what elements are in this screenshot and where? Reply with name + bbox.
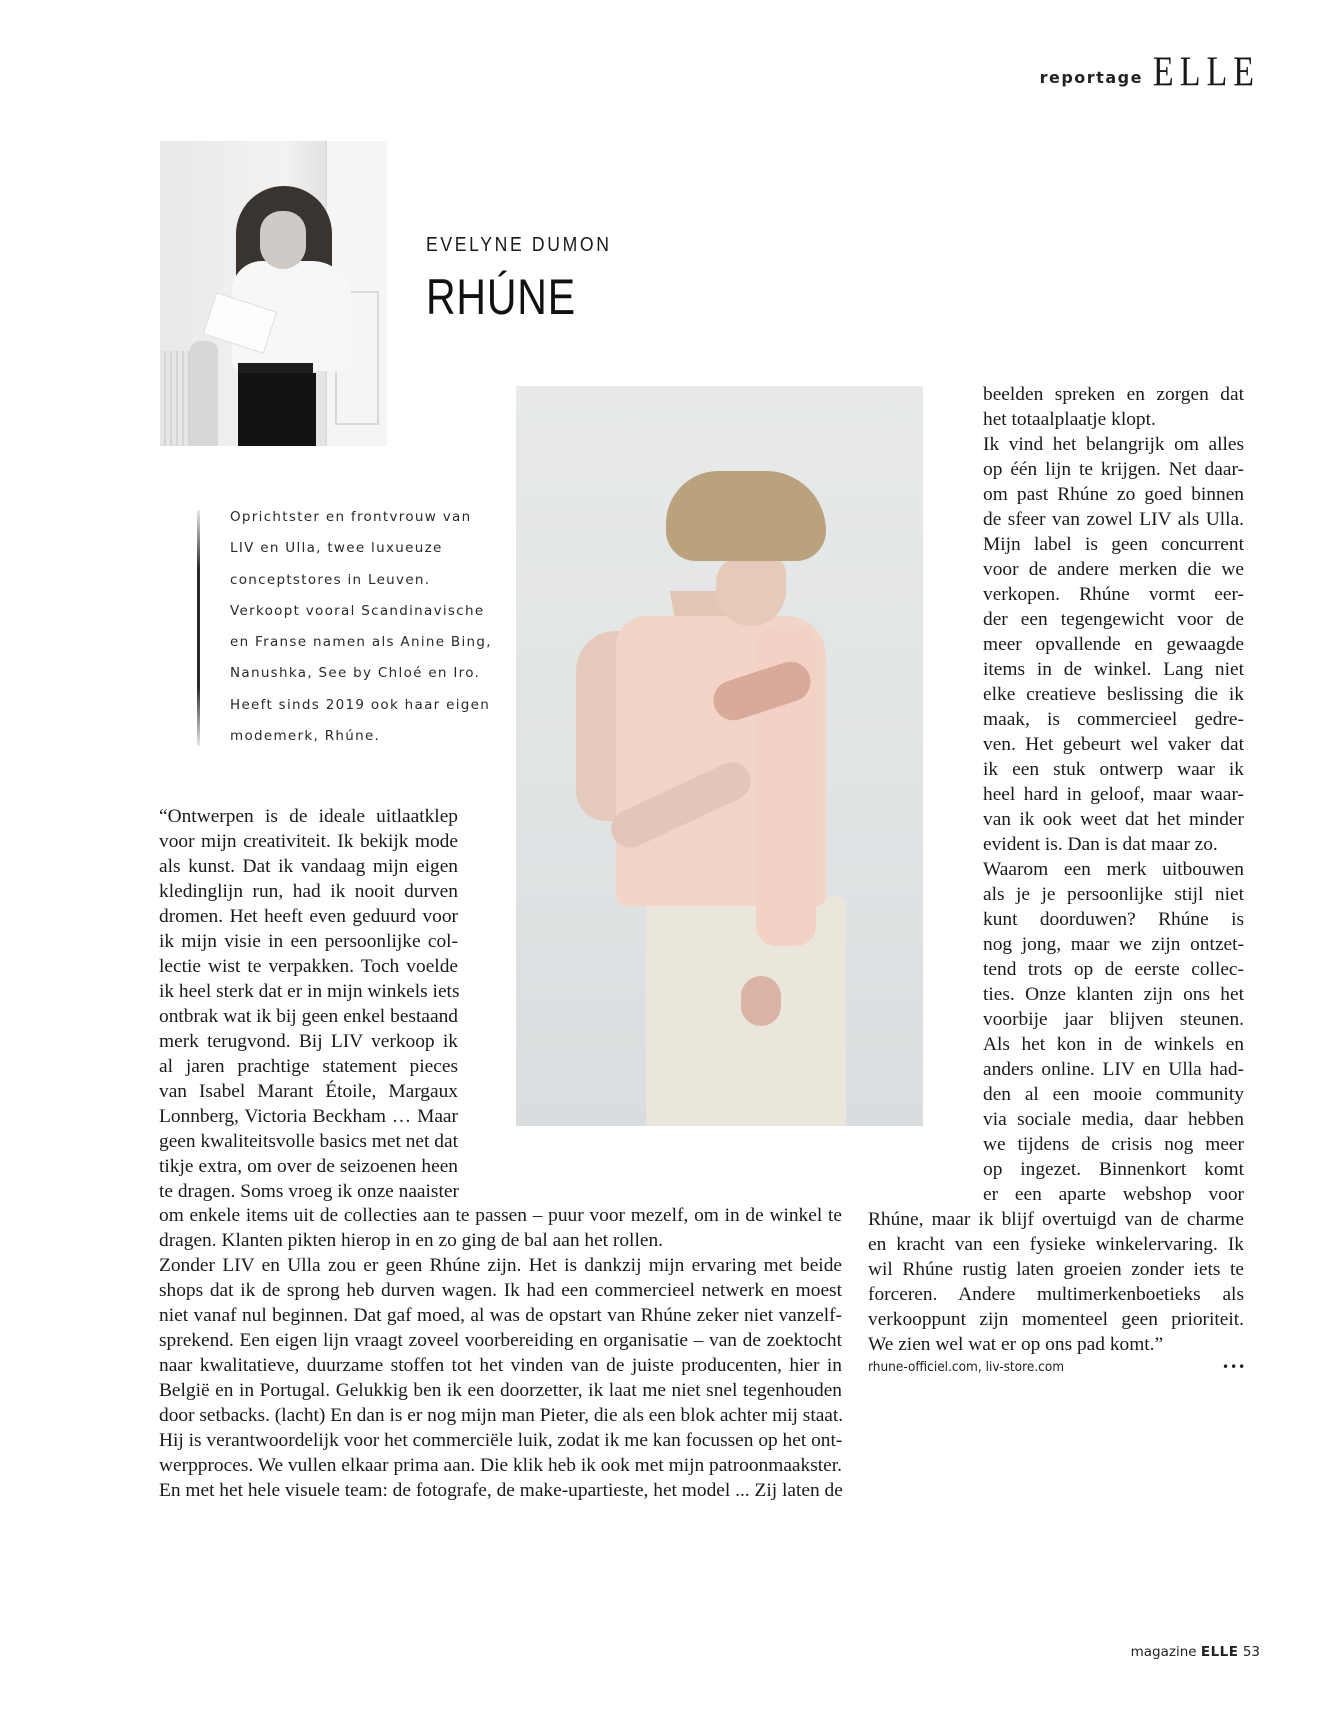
fashion-photo <box>516 386 923 1126</box>
body-line: ik mijn visie in een persoonlijke col- <box>159 931 458 952</box>
page-footer <box>1131 1644 1260 1660</box>
intro-line: modemerk, Rhúne. <box>230 728 381 745</box>
body-line: beelden spreken en zorgen dat <box>983 384 1244 405</box>
article-byline: EVELYNE DUMON <box>426 234 612 256</box>
body-line: ven. Het gebeurt wel vaker dat <box>983 734 1244 755</box>
body-line: lectie wist te verpakken. Toch voelde <box>159 956 458 977</box>
body-column-right <box>983 382 1244 1207</box>
intro-line: Heeft sinds 2019 ook haar eigen <box>230 696 491 713</box>
body-line: Hij is verantwoordelijk voor het commerciële luik, zodat ik me kan focussen op het ont- <box>159 1430 843 1451</box>
body-line: En met het hele visuele team: de fotografe, de make-upartieste, het model ... Zij laten de <box>159 1480 843 1501</box>
photo-hair-shape <box>666 471 826 561</box>
body-line: en kracht van een fysieke winkelervaring. Ik <box>868 1234 1244 1255</box>
intro-line: Nanushka, See by Chloé en Iro. <box>230 665 481 682</box>
photo-radiator-shape <box>160 351 192 446</box>
body-line: de sfeer van zowel LIV als Ulla. <box>983 509 1244 530</box>
body-line: op ingezet. Binnenkort komt <box>983 1159 1244 1180</box>
body-line: ontbrak wat ik bij geen enkel bestaand <box>159 1006 458 1027</box>
body-line: ties. Onze klanten zijn ons het <box>983 984 1244 1005</box>
end-of-article-dots-icon: ••• <box>1222 1360 1247 1374</box>
elle-logo: ELLE <box>1152 49 1260 96</box>
body-line: om past Rhúne zo goed binnen <box>983 484 1244 505</box>
photo-chair-shape <box>190 341 218 446</box>
body-line: van Isabel Marant Étoile, Margaux <box>159 1081 458 1102</box>
body-line: heel hard in geloof, maar waar- <box>983 784 1244 805</box>
body-line: kledinglijn run, had ik nooit durven <box>159 881 458 902</box>
intro-text <box>230 502 490 752</box>
body-line: shops dat ik de sprong heb durven wagen. Ik had een commercieel netwerk en moest <box>159 1280 842 1301</box>
body-line: Ik vind het belangrijk om alles <box>983 434 1244 455</box>
article-title: RHÚNE <box>426 269 576 325</box>
body-line: dragen. Klanten pikten hierop in en zo ging de bal aan het rollen. <box>159 1230 663 1251</box>
body-line: verkopen. Rhúne vormt eer- <box>983 584 1244 605</box>
body-line: Rhúne, maar ik blijf overtuigd van de charme <box>868 1209 1244 1230</box>
body-column-left <box>159 804 458 1204</box>
intro-line: LIV en Ulla, twee luxueuze <box>230 540 443 557</box>
page-header <box>1039 49 1260 96</box>
body-line: wil Rhúne rustig laten groeien zonder iets te <box>868 1259 1244 1280</box>
intro-divider <box>197 510 200 746</box>
body-line: als kunst. Dat ik vandaag mijn eigen <box>159 856 458 877</box>
body-line: der een tegengewicht voor de <box>983 609 1244 630</box>
body-line: voor mijn creativiteit. Ik bekijk mode <box>159 831 458 852</box>
body-line: Als het kon in de winkels en <box>983 1034 1244 1055</box>
body-line: werpproces. We vullen elkaar prima aan. Die klik heb ik ook met mijn patroonmaakster. <box>159 1455 843 1476</box>
body-line: naar kwalitatieve, duurzame stoffen tot het vinden van de juiste producenten, hier in <box>159 1355 842 1376</box>
photo-face-shape <box>716 556 786 626</box>
photo-hand-shape <box>741 976 781 1026</box>
intro-line: conceptstores in Leuven. <box>230 571 431 588</box>
body-line: kunt doorduwen? Rhúne is <box>983 909 1244 930</box>
body-line: elke creatieve beslissing die ik <box>983 684 1244 705</box>
body-line: tend trots op de eerste collec- <box>983 959 1244 980</box>
body-line: op één lijn te krijgen. Net daar- <box>983 459 1244 480</box>
body-line: “Ontwerpen is de ideale uitlaatklep <box>159 806 458 827</box>
body-line: den al een mooie community <box>983 1084 1244 1105</box>
body-line: het totaalplaatje klopt. <box>983 409 1156 430</box>
footer-magazine-label: magazine <box>1130 1644 1197 1660</box>
body-line: nog jong, maar we zijn ontzet- <box>983 934 1244 955</box>
photo-pants-shape <box>238 373 316 446</box>
photo-face-shape <box>260 211 306 269</box>
body-line: voor de andere merken die we <box>983 559 1244 580</box>
body-line: verkooppunt zijn momenteel geen prioriteit. <box>868 1309 1244 1330</box>
body-line: er een aparte webshop voor <box>983 1184 1244 1205</box>
body-line: door setbacks. (lacht) En dan is er nog mijn man Pieter, die als een blok achter mij staat. <box>159 1405 844 1426</box>
footer-brand: ELLE <box>1200 1644 1239 1660</box>
intro-line: Verkoopt vooral Scandinavische <box>230 602 485 619</box>
body-line: niet vanaf nul beginnen. Dat gaf moed, al was de opstart van Rhúne zeker niet vanzelf- <box>159 1305 842 1326</box>
body-line: Lonnberg, Victoria Beckham … Maar <box>159 1106 458 1127</box>
intro-line: Oprichtster en frontvrouw van <box>230 509 472 525</box>
body-line: via sociale media, daar hebben <box>983 1109 1244 1130</box>
body-line: van ik ook weet dat het minder <box>983 809 1244 830</box>
website-links[interactable]: rhune-officiel.com, liv-store.com <box>868 1359 1065 1375</box>
body-line: België en in Portugal. Gelukkig ben ik een doorzetter, ik laat me niet snel tegenhouden <box>159 1380 842 1401</box>
body-line: al jaren prachtige statement pieces <box>159 1056 458 1077</box>
intro-line: en Franse namen als Anine Bing, <box>230 634 492 651</box>
body-line: sprekend. Een eigen lijn vraagt zoveel voorbereiding en organisatie – van de zoektocht <box>159 1330 842 1351</box>
body-line: als je je persoonlijke stijl niet <box>983 884 1244 905</box>
body-line: forceren. Andere multimerkenboetieks als <box>868 1284 1244 1305</box>
body-line: tikje extra, om over de seizoenen heen <box>159 1156 458 1177</box>
body-line: anders online. LIV en Ulla had- <box>983 1059 1244 1080</box>
body-column-right-wide <box>868 1207 1244 1357</box>
body-line: geen kwaliteitsvolle basics met net dat <box>159 1131 458 1152</box>
body-line: We zien wel wat er op ons pad komt.” <box>868 1334 1164 1355</box>
body-line: ik heel sterk dat er in mijn winkels iets <box>159 981 460 1002</box>
portrait-photo <box>160 141 387 446</box>
body-line: we tijdens de crisis nog meer <box>983 1134 1244 1155</box>
body-line: Mijn label is geen concurrent <box>983 534 1244 555</box>
body-line: Zonder LIV en Ulla zou er geen Rhúne zijn. Het is dankzij mijn ervaring met beide <box>159 1255 842 1276</box>
body-line: items in de winkel. Lang niet <box>983 659 1244 680</box>
body-line: ik een stuk ontwerp waar ik <box>983 759 1244 780</box>
body-line: om enkele items uit de collecties aan te passen – puur voor mezelf, om in de winkel te <box>159 1205 842 1226</box>
body-line: dromen. Het heeft even geduurd voor <box>159 906 458 927</box>
body-column-wide <box>159 1203 842 1503</box>
section-label: reportage <box>1039 68 1143 87</box>
body-line: Waarom een merk uitbouwen <box>983 859 1244 880</box>
body-line: te dragen. Soms vroeg ik onze naaister <box>159 1181 459 1202</box>
body-line: voorbije jaar blijven steunen. <box>983 1009 1244 1030</box>
body-line: maak, is commercieel gedre- <box>983 709 1244 730</box>
body-line: evident is. Dan is dat maar zo. <box>983 834 1218 855</box>
body-line: meer opvallende en gewaagde <box>983 634 1244 655</box>
body-line: merk terugvond. Bij LIV verkoop ik <box>159 1031 458 1052</box>
page-number: 53 <box>1242 1644 1260 1660</box>
